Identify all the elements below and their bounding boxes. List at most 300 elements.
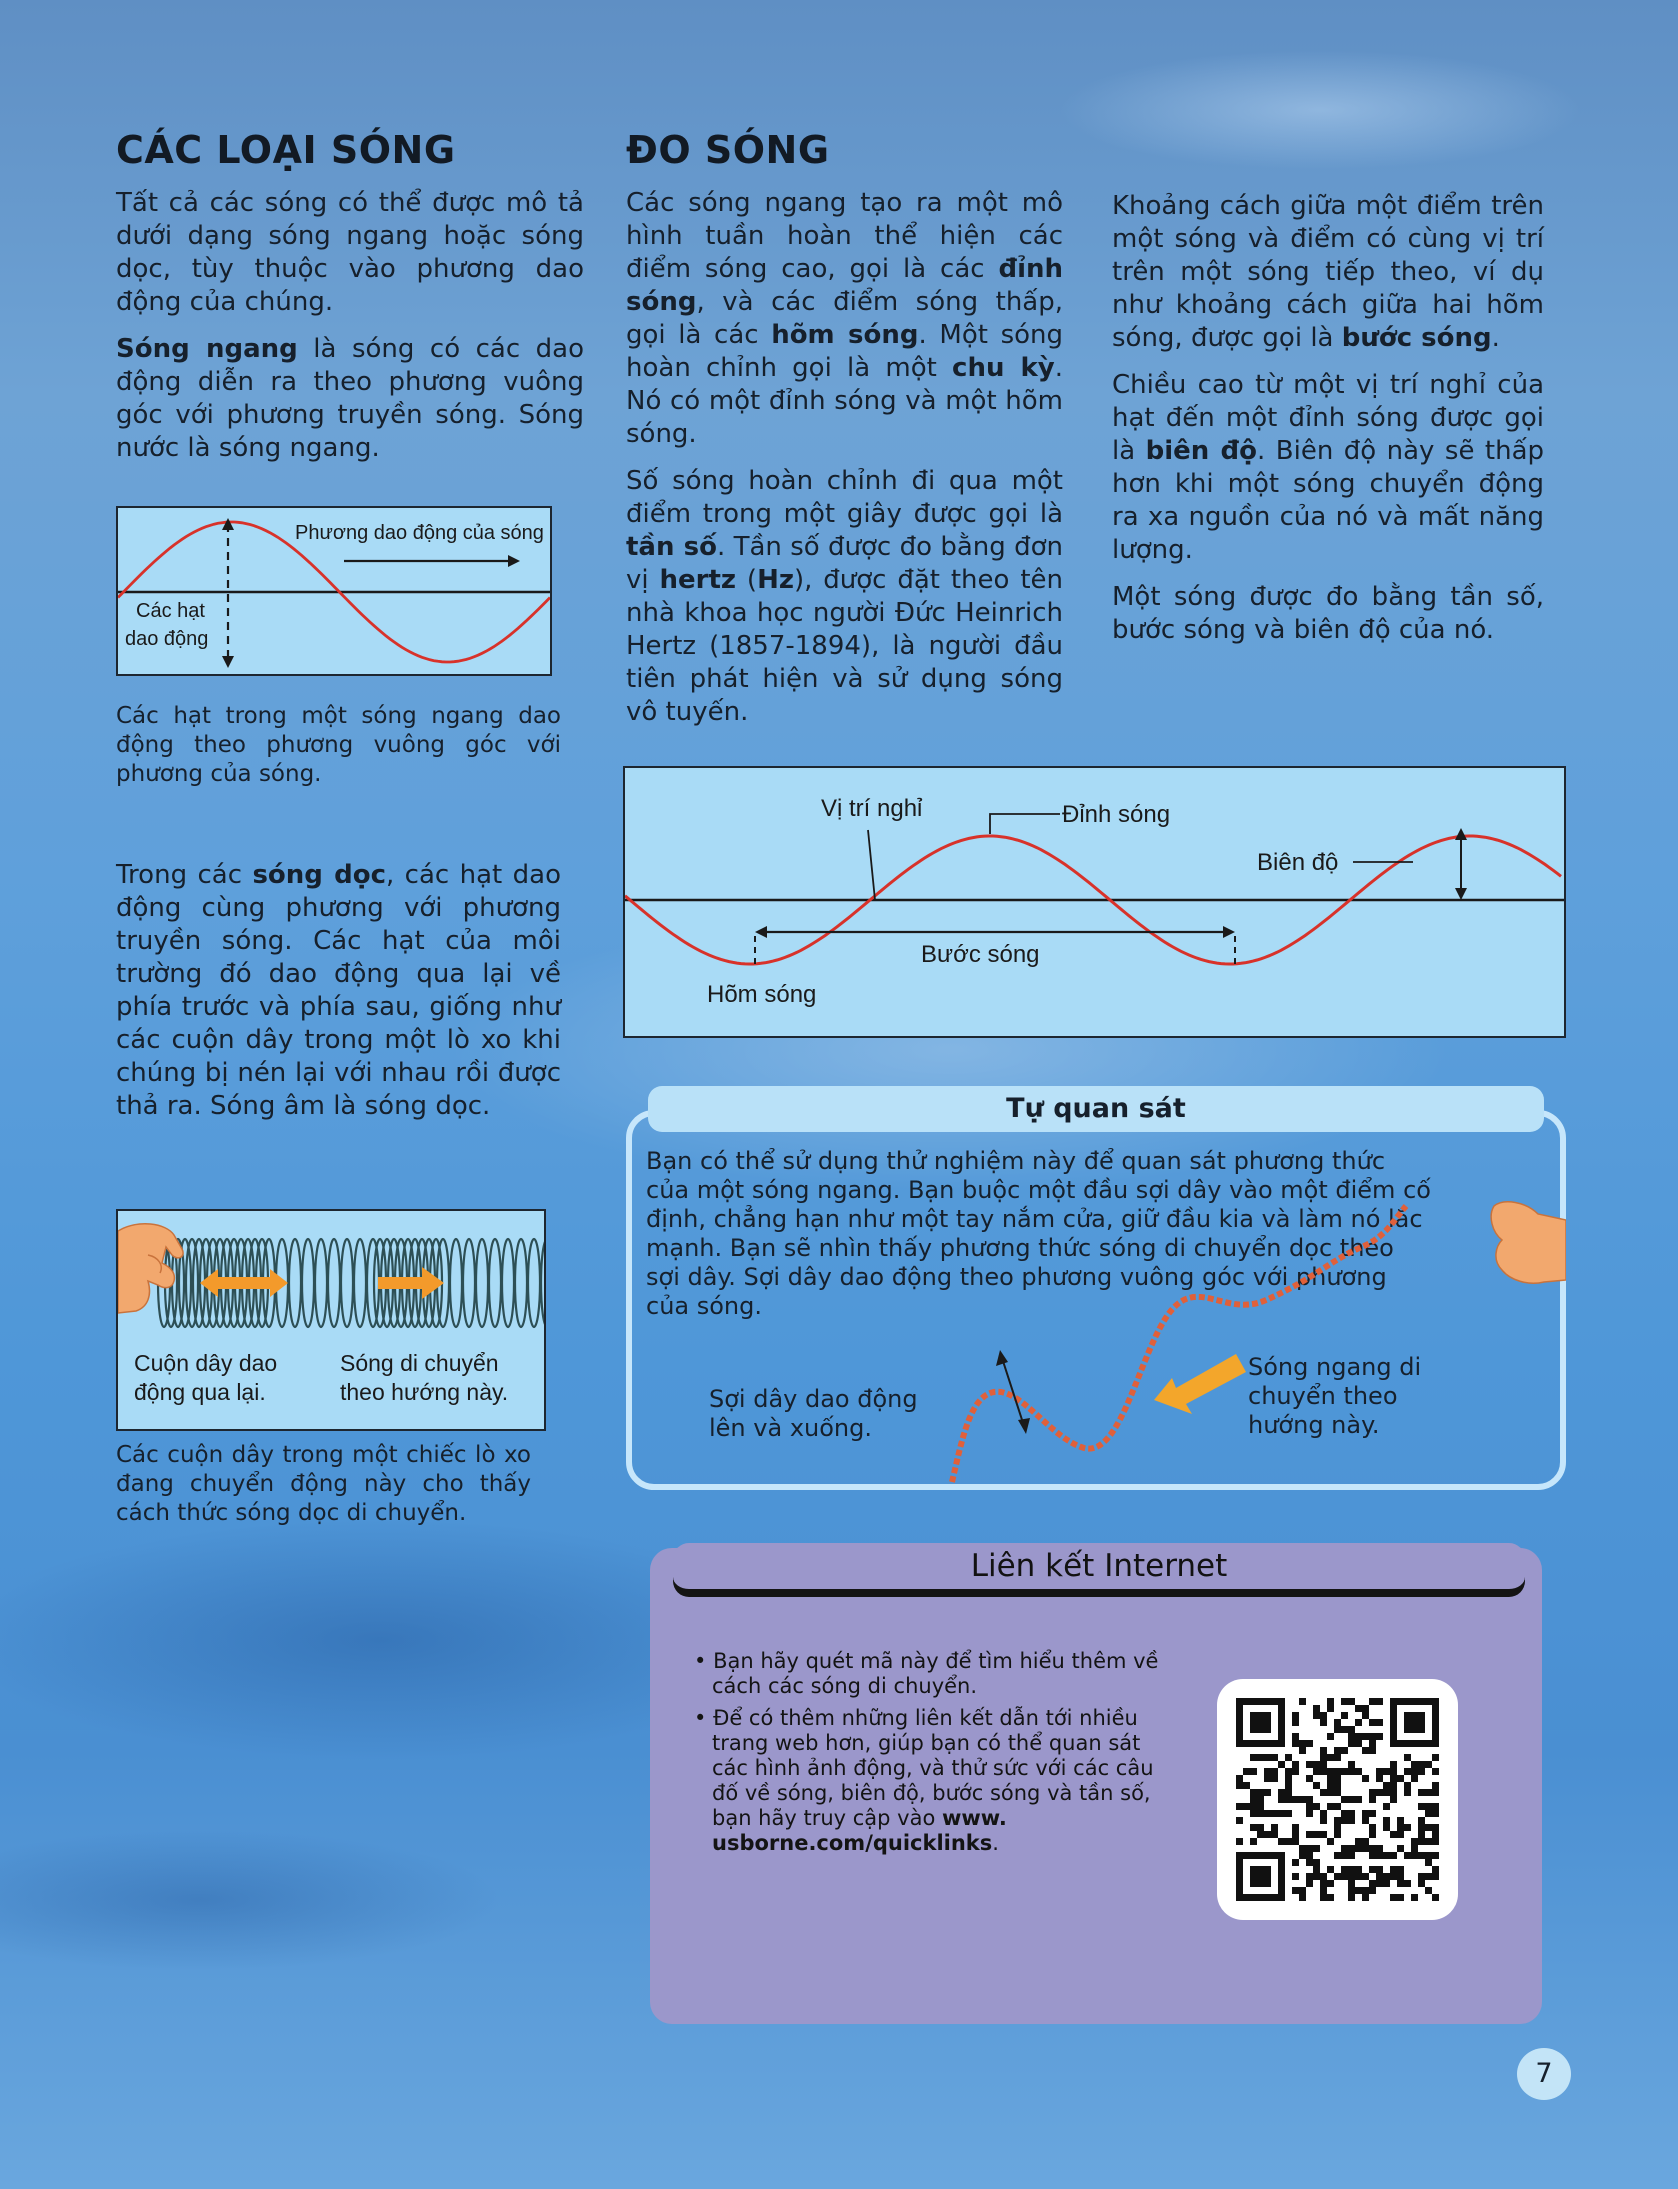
measuring-text: [626, 187, 1063, 743]
qr-module: [1418, 1761, 1425, 1768]
qr-module: [1341, 1712, 1348, 1719]
qr-module: [1278, 1789, 1285, 1796]
spring-coil: [450, 1239, 462, 1327]
qr-module: [1299, 1740, 1306, 1747]
qr-module: [1285, 1838, 1292, 1845]
qr-module: [1327, 1782, 1334, 1789]
qr-module: [1341, 1768, 1348, 1775]
qr-module: [1285, 1796, 1292, 1803]
qr-module: [1250, 1768, 1257, 1775]
wave-direction-label-line2: theo hướng này.: [340, 1379, 509, 1405]
qr-module: [1383, 1789, 1390, 1796]
qr-module: [1257, 1796, 1264, 1803]
qr-module: [1299, 1887, 1306, 1894]
qr-module: [1425, 1810, 1432, 1817]
spring-coil: [289, 1239, 301, 1327]
qr-module: [1306, 1803, 1313, 1810]
qr-module: [1369, 1789, 1376, 1796]
qr-module: [1313, 1761, 1320, 1768]
qr-module: [1376, 1789, 1383, 1796]
wavelength-label: Bước sóng: [921, 941, 1040, 968]
qr-module: [1257, 1803, 1264, 1810]
transverse-wave-diagram: [116, 506, 552, 676]
qr-module: [1236, 1782, 1243, 1789]
qr-module: [1411, 1838, 1418, 1845]
qr-module: [1348, 1845, 1355, 1852]
qr-module: [1250, 1789, 1257, 1796]
qr-module: [1292, 1838, 1299, 1845]
qr-module: [1278, 1796, 1285, 1803]
qr-finder: [1250, 1712, 1271, 1733]
qr-module: [1341, 1817, 1348, 1824]
qr-finder: [1250, 1866, 1271, 1887]
qr-module: [1383, 1803, 1390, 1810]
qr-module: [1334, 1719, 1341, 1726]
qr-module: [1348, 1761, 1355, 1768]
qr-module: [1397, 1831, 1404, 1838]
qr-module: [1425, 1761, 1432, 1768]
qr-module: [1236, 1817, 1243, 1824]
qr-module: [1404, 1880, 1411, 1887]
qr-module: [1432, 1754, 1439, 1761]
observe-title: Tự quan sát: [648, 1086, 1544, 1132]
qr-module: [1257, 1831, 1264, 1838]
qr-module: [1355, 1866, 1362, 1873]
qr-module: [1376, 1852, 1383, 1859]
qr-module: [1320, 1894, 1327, 1901]
qr-module: [1236, 1775, 1243, 1782]
qr-module: [1390, 1873, 1397, 1880]
qr-module: [1397, 1894, 1404, 1901]
qr-module: [1348, 1817, 1355, 1824]
qr-module: [1425, 1852, 1432, 1859]
qr-module: [1278, 1761, 1285, 1768]
qr-module: [1341, 1866, 1348, 1873]
qr-module: [1320, 1789, 1327, 1796]
qr-module: [1278, 1838, 1285, 1845]
qr-module: [1327, 1803, 1334, 1810]
qr-module: [1264, 1775, 1271, 1782]
qr-module: [1348, 1852, 1355, 1859]
caption-spring: Các cuộn dây trong một chiếc lò xo đang chuyển động này cho thấy cách thức sóng dọc di chuyển.: [116, 1442, 531, 1526]
qr-module: [1376, 1719, 1383, 1726]
qr-module: [1264, 1810, 1271, 1817]
qr-module: [1418, 1824, 1425, 1831]
qr-module: [1425, 1859, 1432, 1866]
qr-module: [1236, 1803, 1243, 1810]
qr-module: [1334, 1824, 1341, 1831]
qr-module: [1376, 1775, 1383, 1782]
qr-module: [1390, 1768, 1397, 1775]
qr-module: [1341, 1747, 1348, 1754]
qr-module: [1285, 1768, 1292, 1775]
page-number: 7: [1517, 2048, 1571, 2100]
wave-direction-label-line1: Sóng di chuyển: [340, 1350, 499, 1376]
qr-module: [1432, 1824, 1439, 1831]
qr-module: [1292, 1831, 1299, 1838]
qr-module: [1327, 1838, 1334, 1845]
qr-module: [1306, 1810, 1313, 1817]
spring-coil: [328, 1239, 340, 1327]
qr-module: [1271, 1754, 1278, 1761]
qr-module: [1369, 1698, 1376, 1705]
qr-module: [1306, 1831, 1313, 1838]
qr-module: [1243, 1768, 1250, 1775]
qr-module: [1250, 1810, 1257, 1817]
heading-measuring-waves: ĐO SÓNG: [626, 128, 830, 172]
qr-module: [1299, 1845, 1306, 1852]
qr-module: [1327, 1705, 1334, 1712]
qr-module: [1404, 1768, 1411, 1775]
qr-module: [1355, 1705, 1362, 1712]
qr-module: [1369, 1796, 1376, 1803]
qr-module: [1425, 1887, 1432, 1894]
qr-module: [1432, 1768, 1439, 1775]
particles-label-line1: Các hạt: [136, 600, 205, 622]
qr-module: [1383, 1782, 1390, 1789]
qr-module: [1334, 1817, 1341, 1824]
qr-module: [1306, 1852, 1313, 1859]
spring-coil: [341, 1239, 353, 1327]
qr-module: [1299, 1698, 1306, 1705]
qr-module: [1369, 1831, 1376, 1838]
qr-module: [1348, 1810, 1355, 1817]
qr-module: [1390, 1775, 1397, 1782]
qr-module: [1390, 1761, 1397, 1768]
qr-module: [1432, 1782, 1439, 1789]
qr-module: [1292, 1740, 1299, 1747]
qr-module: [1292, 1859, 1299, 1866]
observe-text: Bạn có thể sử dụng thử nghiệm này để quan sát phương thức của một sóng ngang. Bạn buộc một đầu sợi dây vào một điểm cố định, chẳng hạn như một tay nắm cửa, giữ đầu kia và làm nó lắc mạnh. Bạn sẽ nhìn thấy phương thức sóng di chuyển dọc theo sợi dây. Sợi dây dao động theo phương vuông góc với phương của sóng.: [646, 1147, 1431, 1320]
qr-module: [1397, 1873, 1404, 1880]
qr-module: [1369, 1880, 1376, 1887]
qr-module: [1383, 1824, 1390, 1831]
qr-module: [1292, 1733, 1299, 1740]
qr-module: [1355, 1796, 1362, 1803]
qr-module: [1292, 1887, 1299, 1894]
bullet-website: • Để có thêm những liên kết dẫn tới nhiều trang web hơn, giúp bạn có thể quan sát các hình ảnh động, và thử sức với các câu đố về sóng, biên độ, bước sóng và tần số, bạn hãy truy cập vào www. usborne.com/quicklinks.: [694, 1706, 1154, 1855]
qr-module: [1390, 1866, 1397, 1873]
qr-module: [1418, 1852, 1425, 1859]
qr-module: [1362, 1705, 1369, 1712]
qr-module: [1341, 1796, 1348, 1803]
internet-links-title: Liên kết Internet: [673, 1543, 1525, 1593]
qr-module: [1320, 1817, 1327, 1824]
qr-module: [1411, 1768, 1418, 1775]
qr-module: [1320, 1768, 1327, 1775]
qr-module: [1432, 1803, 1439, 1810]
spring-coil: [463, 1239, 475, 1327]
qr-module: [1313, 1859, 1320, 1866]
qr-module: [1355, 1838, 1362, 1845]
qr-module: [1362, 1747, 1369, 1754]
qr-module: [1397, 1845, 1404, 1852]
qr-module: [1432, 1866, 1439, 1873]
qr-module: [1348, 1873, 1355, 1880]
qr-module: [1348, 1866, 1355, 1873]
qr-module: [1243, 1782, 1250, 1789]
qr-module: [1306, 1775, 1313, 1782]
qr-module: [1327, 1894, 1334, 1901]
qr-module: [1334, 1831, 1341, 1838]
qr-module: [1271, 1775, 1278, 1782]
qr-module: [1285, 1810, 1292, 1817]
qr-module: [1418, 1838, 1425, 1845]
qr-module: [1383, 1880, 1390, 1887]
qr-module: [1369, 1887, 1376, 1894]
qr-module: [1327, 1789, 1334, 1796]
spring-coil: [515, 1239, 527, 1327]
qr-module: [1369, 1845, 1376, 1852]
qr-module: [1341, 1845, 1348, 1852]
qr-module: [1383, 1817, 1390, 1824]
qr-module: [1334, 1768, 1341, 1775]
qr-module: [1257, 1824, 1264, 1831]
qr-module: [1376, 1866, 1383, 1873]
qr-module: [1250, 1803, 1257, 1810]
qr-module: [1320, 1712, 1327, 1719]
qr-module: [1404, 1852, 1411, 1859]
qr-finder: [1404, 1712, 1425, 1733]
spring-coil: [315, 1239, 327, 1327]
wave-travel-label: Sóng ngang di chuyển theo hướng này.: [1248, 1353, 1422, 1439]
qr-module: [1292, 1796, 1299, 1803]
qr-module: [1334, 1754, 1341, 1761]
qr-module: [1327, 1866, 1334, 1873]
qr-module: [1369, 1747, 1376, 1754]
qr-module: [1362, 1817, 1369, 1824]
rope-illustration: [626, 1200, 1566, 1490]
qr-module: [1299, 1852, 1306, 1859]
qr-module: [1341, 1852, 1348, 1859]
qr-module: [1320, 1747, 1327, 1754]
qr-module: [1397, 1866, 1404, 1873]
qr-module: [1313, 1782, 1320, 1789]
crest-trough-paragraph: Các sóng ngang tạo ra một mô hình tuần hoàn thể hiện các điểm sóng cao, gọi là các đỉnh sóng, và các điểm sóng thấp, gọi là các hõm sóng. Một sóng hoàn chỉnh gọi là một chu kỳ. Nó có một đỉnh sóng và một hõm sóng.: [626, 188, 1064, 449]
qr-module: [1376, 1873, 1383, 1880]
qr-module: [1411, 1845, 1418, 1852]
qr-module: [1320, 1831, 1327, 1838]
spring-coil: [302, 1239, 314, 1327]
qr-module: [1418, 1768, 1425, 1775]
qr-module: [1369, 1719, 1376, 1726]
qr-module: [1383, 1873, 1390, 1880]
spring-coil: [489, 1239, 501, 1327]
qr-module: [1313, 1873, 1320, 1880]
qr-module: [1250, 1824, 1257, 1831]
caption-transverse: Các hạt trong một sóng ngang dao động theo phương vuông góc với phương của sóng.: [116, 703, 561, 787]
qr-module: [1390, 1789, 1397, 1796]
coil-label-line2: động qua lại.: [134, 1379, 266, 1405]
qr-module: [1355, 1887, 1362, 1894]
qr-module: [1313, 1712, 1320, 1719]
qr-module: [1327, 1698, 1334, 1705]
qr-module: [1348, 1880, 1355, 1887]
qr-module: [1369, 1810, 1376, 1817]
qr-module: [1369, 1824, 1376, 1831]
qr-module: [1306, 1845, 1313, 1852]
qr-module: [1264, 1768, 1271, 1775]
qr-module: [1362, 1845, 1369, 1852]
qr-module: [1362, 1873, 1369, 1880]
qr-module: [1278, 1810, 1285, 1817]
qr-module: [1362, 1887, 1369, 1894]
qr-module: [1334, 1775, 1341, 1782]
qr-module: [1432, 1852, 1439, 1859]
qr-module: [1320, 1873, 1327, 1880]
qr-module: [1376, 1768, 1383, 1775]
coil-label-line1: Cuộn dây dao: [134, 1350, 278, 1376]
qr-module: [1264, 1831, 1271, 1838]
qr-module: [1334, 1873, 1341, 1880]
hand-icon: [1491, 1202, 1566, 1283]
qr-module: [1292, 1873, 1299, 1880]
qr-module: [1411, 1775, 1418, 1782]
qr-module: [1362, 1733, 1369, 1740]
qr-module: [1355, 1740, 1362, 1747]
qr-module: [1369, 1733, 1376, 1740]
spring-coil: [541, 1239, 544, 1327]
qr-module: [1376, 1845, 1383, 1852]
qr-module: [1348, 1796, 1355, 1803]
amplitude-paragraph: Chiều cao từ một vị trí nghỉ của hạt đến một đỉnh sóng được gọi là biên độ. Biên độ này sẽ thấp hơn khi một sóng chuyển động ra xa nguồn của nó và mất năng lượng.: [1112, 370, 1545, 565]
wave-direction-arrow-icon: [1154, 1354, 1246, 1414]
qr-module: [1369, 1866, 1376, 1873]
qr-module: [1432, 1894, 1439, 1901]
spring-coil: [476, 1239, 488, 1327]
internet-links-text: [694, 1649, 1174, 1863]
qr-module: [1320, 1719, 1327, 1726]
qr-module: [1299, 1894, 1306, 1901]
wave-measurement-diagram: [623, 766, 1566, 1038]
qr-module: [1313, 1705, 1320, 1712]
heading-types-of-waves: CÁC LOẠI SÓNG: [116, 128, 456, 172]
qr-module: [1362, 1894, 1369, 1901]
qr-module: [1362, 1775, 1369, 1782]
qr-module: [1348, 1698, 1355, 1705]
qr-module: [1271, 1831, 1278, 1838]
qr-module: [1306, 1740, 1313, 1747]
qr-module: [1348, 1726, 1355, 1733]
qr-module: [1320, 1761, 1327, 1768]
qr-module: [1362, 1810, 1369, 1817]
qr-module: [1327, 1880, 1334, 1887]
qr-module: [1418, 1817, 1425, 1824]
particles-label-line2: dao động: [125, 628, 209, 650]
qr-module: [1292, 1761, 1299, 1768]
qr-module: [1334, 1782, 1341, 1789]
qr-module: [1285, 1775, 1292, 1782]
crest-label: Đỉnh sóng: [1062, 801, 1171, 828]
qr-module: [1250, 1796, 1257, 1803]
qr-module: [1320, 1887, 1327, 1894]
qr-module: [1376, 1880, 1383, 1887]
qr-module: [1327, 1775, 1334, 1782]
qr-module: [1397, 1817, 1404, 1824]
qr-module: [1432, 1789, 1439, 1796]
longitudinal-paragraph: Trong các sóng dọc, các hạt dao động cùng phương với phương truyền sóng. Các hạt của môi trường đó dao động qua lại về phía trước và phía sau, giống như các cuộn dây trong một lò xo khi chúng bị nén lại với nhau rồi được thả ra. Sóng âm là sóng dọc.: [116, 860, 561, 1121]
qr-module: [1355, 1845, 1362, 1852]
qr-module: [1271, 1824, 1278, 1831]
qr-module: [1418, 1789, 1425, 1796]
qr-module: [1320, 1810, 1327, 1817]
qr-module: [1292, 1712, 1299, 1719]
qr-module: [1320, 1754, 1327, 1761]
qr-module: [1390, 1852, 1397, 1859]
qr-module: [1348, 1887, 1355, 1894]
qr-module: [1250, 1754, 1257, 1761]
qr-module: [1250, 1838, 1257, 1845]
qr-module: [1355, 1719, 1362, 1726]
qr-module: [1264, 1789, 1271, 1796]
qr-module: [1285, 1782, 1292, 1789]
spring-coil: [502, 1239, 514, 1327]
qr-module: [1432, 1810, 1439, 1817]
quicklinks-url[interactable]: www. usborne.com/quicklinks: [712, 1806, 1007, 1855]
qr-module: [1418, 1803, 1425, 1810]
qr-code-container[interactable]: [1217, 1679, 1458, 1920]
qr-module: [1320, 1880, 1327, 1887]
qr-module: [1369, 1852, 1376, 1859]
rest-position-label: Vị trí nghỉ: [821, 795, 923, 822]
intro-paragraph: Tất cả các sóng có thể được mô tả dưới dạng sóng ngang hoặc sóng dọc, tùy thuộc vào phương dao động của chúng.: [116, 188, 584, 317]
qr-module: [1299, 1796, 1306, 1803]
qr-module: [1327, 1768, 1334, 1775]
qr-module: [1292, 1719, 1299, 1726]
qr-module: [1257, 1789, 1264, 1796]
frequency-paragraph: Số sóng hoàn chỉnh đi qua một điểm trong một giây được gọi là tần số. Tần số được đo bằng đơn vị hertz (Hz), được đặt theo tên nhà khoa học người Đức Heinrich Hertz (1857-1894), là người đầu tiên phát hiện và sử dụng sóng vô tuyến.: [626, 466, 1063, 727]
direction-label: Phương dao động của sóng: [295, 522, 544, 544]
qr-module: [1292, 1824, 1299, 1831]
qr-module: [1397, 1824, 1404, 1831]
qr-module: [1313, 1845, 1320, 1852]
qr-module: [1285, 1754, 1292, 1761]
qr-module: [1313, 1866, 1320, 1873]
qr-module: [1292, 1768, 1299, 1775]
spring-coil: [354, 1239, 366, 1327]
rope-label: Sợi dây dao động lên và xuống.: [709, 1385, 918, 1442]
qr-module: [1376, 1698, 1383, 1705]
qr-module: [1418, 1873, 1425, 1880]
qr-module: [1348, 1740, 1355, 1747]
wavelength-paragraph: Khoảng cách giữa một điểm trên một sóng và điểm có cùng vị trí trên một sóng tiếp theo, ví dụ như khoảng cách giữa hai hõm sóng, được gọi là bước sóng.: [1112, 191, 1544, 353]
qr-module: [1348, 1894, 1355, 1901]
qr-module: [1425, 1838, 1432, 1845]
qr-module: [1390, 1782, 1397, 1789]
qr-module: [1404, 1824, 1411, 1831]
qr-module: [1411, 1894, 1418, 1901]
bullet-scan: • Bạn hãy quét mã này để tìm hiểu thêm về cách các sóng di chuyển.: [694, 1649, 1159, 1698]
qr-module: [1432, 1873, 1439, 1880]
qr-module: [1383, 1768, 1390, 1775]
qr-module: [1257, 1754, 1264, 1761]
qr-module: [1271, 1810, 1278, 1817]
qr-module: [1404, 1754, 1411, 1761]
types-text: [116, 187, 584, 479]
qr-module: [1306, 1873, 1313, 1880]
qr-module: [1334, 1852, 1341, 1859]
qr-module: [1299, 1747, 1306, 1754]
qr-module: [1243, 1803, 1250, 1810]
qr-module: [1306, 1796, 1313, 1803]
qr-module: [1355, 1768, 1362, 1775]
qr-module: [1327, 1754, 1334, 1761]
qr-module: [1327, 1733, 1334, 1740]
qr-module: [1425, 1803, 1432, 1810]
qr-module: [1341, 1873, 1348, 1880]
qr-code-icon[interactable]: [1217, 1679, 1458, 1920]
qr-module: [1313, 1803, 1320, 1810]
